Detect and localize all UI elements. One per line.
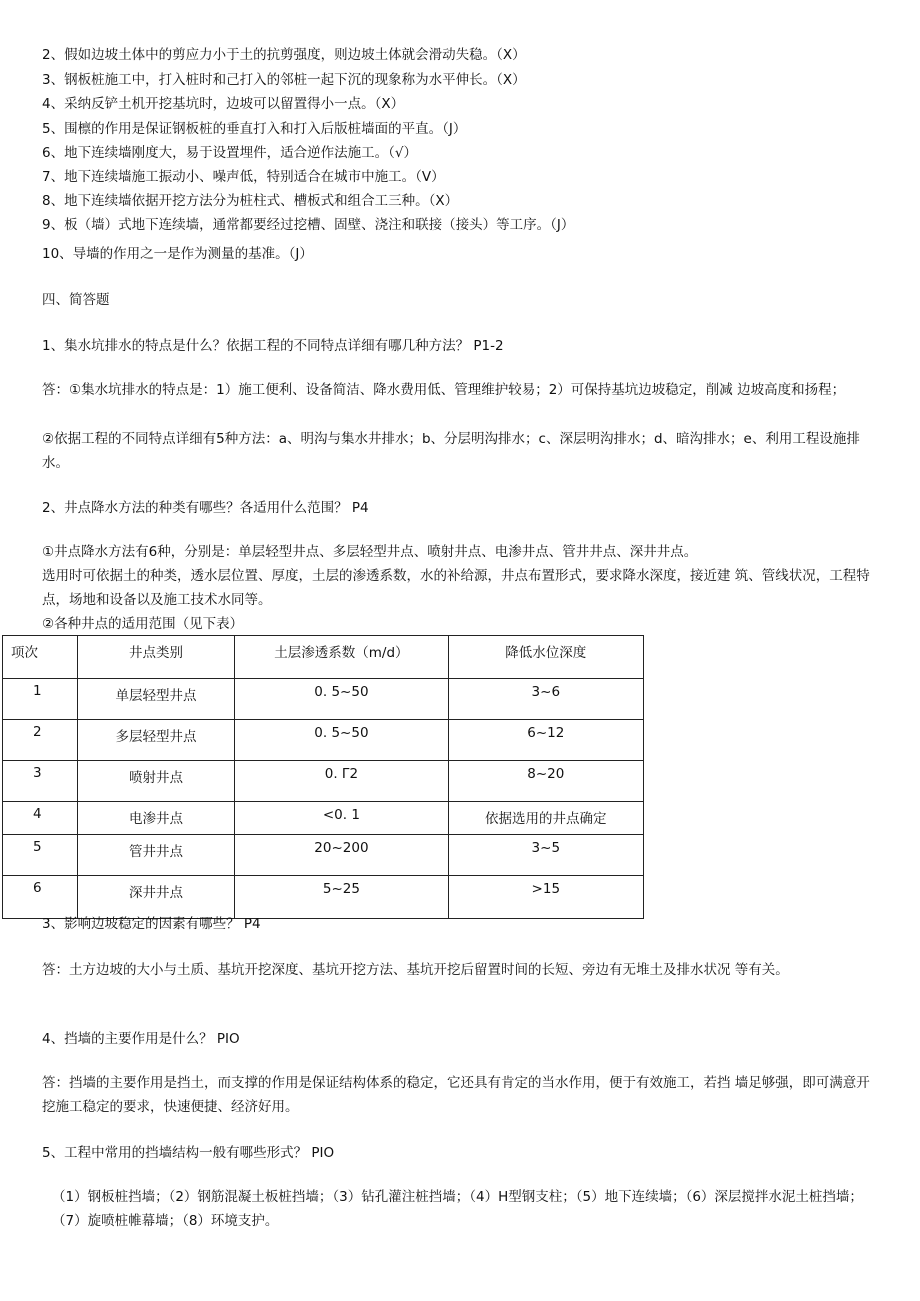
judgement-item: 4、采纳反铲土机开挖基坑时，边坡可以留置得小一点。（X） — [42, 96, 405, 112]
answer-3: 答：土方边坡的大小与土质、基坑开挖深度、基坑开挖方法、基坑开挖后留置时间的长短、旁边有无堆土及排水状况 等有关。 — [42, 962, 789, 978]
well-point-table — [2, 635, 644, 919]
answer-1-part-b: ②依据工程的不同特点详细有5种方法：a、明沟与集水井排水；b、分层明沟排水；c、深层明沟排水；d、暗沟排水；e、利用工程设施排水。 — [42, 431, 860, 471]
table-cell: <0. 1 — [235, 802, 448, 835]
table-cell: 0. 5~50 — [235, 679, 448, 720]
table-cell: 4 — [3, 802, 78, 835]
table-cell: 3 — [3, 761, 78, 802]
table-cell: 6 — [3, 876, 78, 919]
section-title: 四、简答题 — [42, 292, 110, 308]
table-row — [3, 802, 644, 835]
table-row — [3, 876, 644, 919]
table-cell: 多层轻型井点 — [77, 720, 234, 761]
answer-2-part-c: ②各种井点的适用范围（见下表） — [42, 616, 244, 632]
table-cell: 5~25 — [235, 876, 448, 919]
table-cell: 单层轻型井点 — [77, 679, 234, 720]
table-row — [3, 835, 644, 876]
table-header-cell: 项次 — [3, 636, 78, 679]
table-cell: 5 — [3, 835, 78, 876]
judgement-item: 10、导墙的作用之一是作为测量的基准。（J） — [42, 246, 313, 262]
table-cell: 管井井点 — [77, 835, 234, 876]
table-cell: 3~5 — [448, 835, 643, 876]
table-cell: 喷射井点 — [77, 761, 234, 802]
answer-4: 答：挡墙的主要作用是挡土，而支撑的作用是保证结构体系的稳定，它还具有肯定的当水作用，便于有效施工，若挡 墙足够强，即可满意开挖施工稳定的要求，快速便捷、经济好用。 — [42, 1075, 870, 1115]
answer-2-part-b: 选用时可依据土的种类，透水层位置、厚度，土层的渗透系数，水的补给源，井点布置形式，要求降水深度，接近建 筑、管线状况，工程特点，场地和设备以及施工技术水同等。 — [42, 568, 870, 608]
table-cell: 3~6 — [448, 679, 643, 720]
question-3: 3、影响边坡稳定的因素有哪些？ P4 — [42, 916, 261, 932]
answer-5: （1）钢板桩挡墙；（2）钢筋混凝土板桩挡墙；（3）钻孔灌注桩挡墙；（4）H型钢支柱；（5）地下连续墙；（6）深层搅拌水泥土桩挡墙；（7）旋喷桩帷幕墙；（8）环境支护。 — [52, 1189, 863, 1229]
table-cell: 深井井点 — [77, 876, 234, 919]
question-1: 1、集水坑排水的特点是什么？依据工程的不同特点详细有哪几种方法？ P1-2 — [42, 338, 504, 354]
table-header-cell: 降低水位深度 — [448, 636, 643, 679]
table-cell: 1 — [3, 679, 78, 720]
table-row — [3, 761, 644, 802]
question-2: 2、井点降水方法的种类有哪些？各适用什么范围？ P4 — [42, 500, 369, 516]
judgement-item: 7、地下连续墙施工振动小、噪声低，特别适合在城市中施工。（V） — [42, 169, 445, 185]
table-header-row — [3, 636, 644, 679]
table-row — [3, 679, 644, 720]
table-cell: 2 — [3, 720, 78, 761]
table-header-cell: 井点类别 — [77, 636, 234, 679]
answer-2-part-a: ①井点降水方法有6种，分别是：单层轻型井点、多层轻型井点、喷射井点、电渗井点、管井井点、深井井点。 — [42, 544, 698, 560]
answer-1-part-a: 答：①集水坑排水的特点是：1）施工便利、设备简洁、降水费用低、管理维护较易；2）可保持基坑边坡稳定，削减 边坡高度和扬程； — [42, 382, 846, 398]
judgement-item: 9、板（墙）式地下连续墙，通常都要经过挖槽、固壁、浇注和联接（接头）等工序。（J） — [42, 217, 575, 233]
table-cell: 依据选用的井点确定 — [448, 802, 643, 835]
judgement-item: 8、地下连续墙依据开挖方法分为桩柱式、槽板式和组合工三种。（X） — [42, 193, 459, 209]
question-4: 4、挡墙的主要作用是什么？ PIO — [42, 1031, 240, 1047]
table-cell: 8~20 — [448, 761, 643, 802]
judgement-item: 5、围檩的作用是保证钢板桩的垂直打入和打入后版桩墙面的平直。（J） — [42, 121, 467, 137]
judgement-item: 3、钢板桩施工中，打入桩时和己打入的邻桩一起下沉的现象称为水平伸长。（X） — [42, 72, 526, 88]
table-row — [3, 720, 644, 761]
table-cell: 6~12 — [448, 720, 643, 761]
table-header-cell: 土层渗透系数（m/d） — [235, 636, 448, 679]
judgement-item: 2、假如边坡土体中的剪应力小于土的抗剪强度，则边坡土体就会滑动失稳。（X） — [42, 47, 526, 63]
table-cell: 0. Γ2 — [235, 761, 448, 802]
table-cell: 20~200 — [235, 835, 448, 876]
judgement-item: 6、地下连续墙刚度大，易于设置埋件，适合逆作法施工。（√） — [42, 145, 417, 161]
table-cell: 0. 5~50 — [235, 720, 448, 761]
question-5: 5、工程中常用的挡墙结构一般有哪些形式？ PIO — [42, 1145, 335, 1161]
table-cell: >15 — [448, 876, 643, 919]
table-cell: 电渗井点 — [77, 802, 234, 835]
